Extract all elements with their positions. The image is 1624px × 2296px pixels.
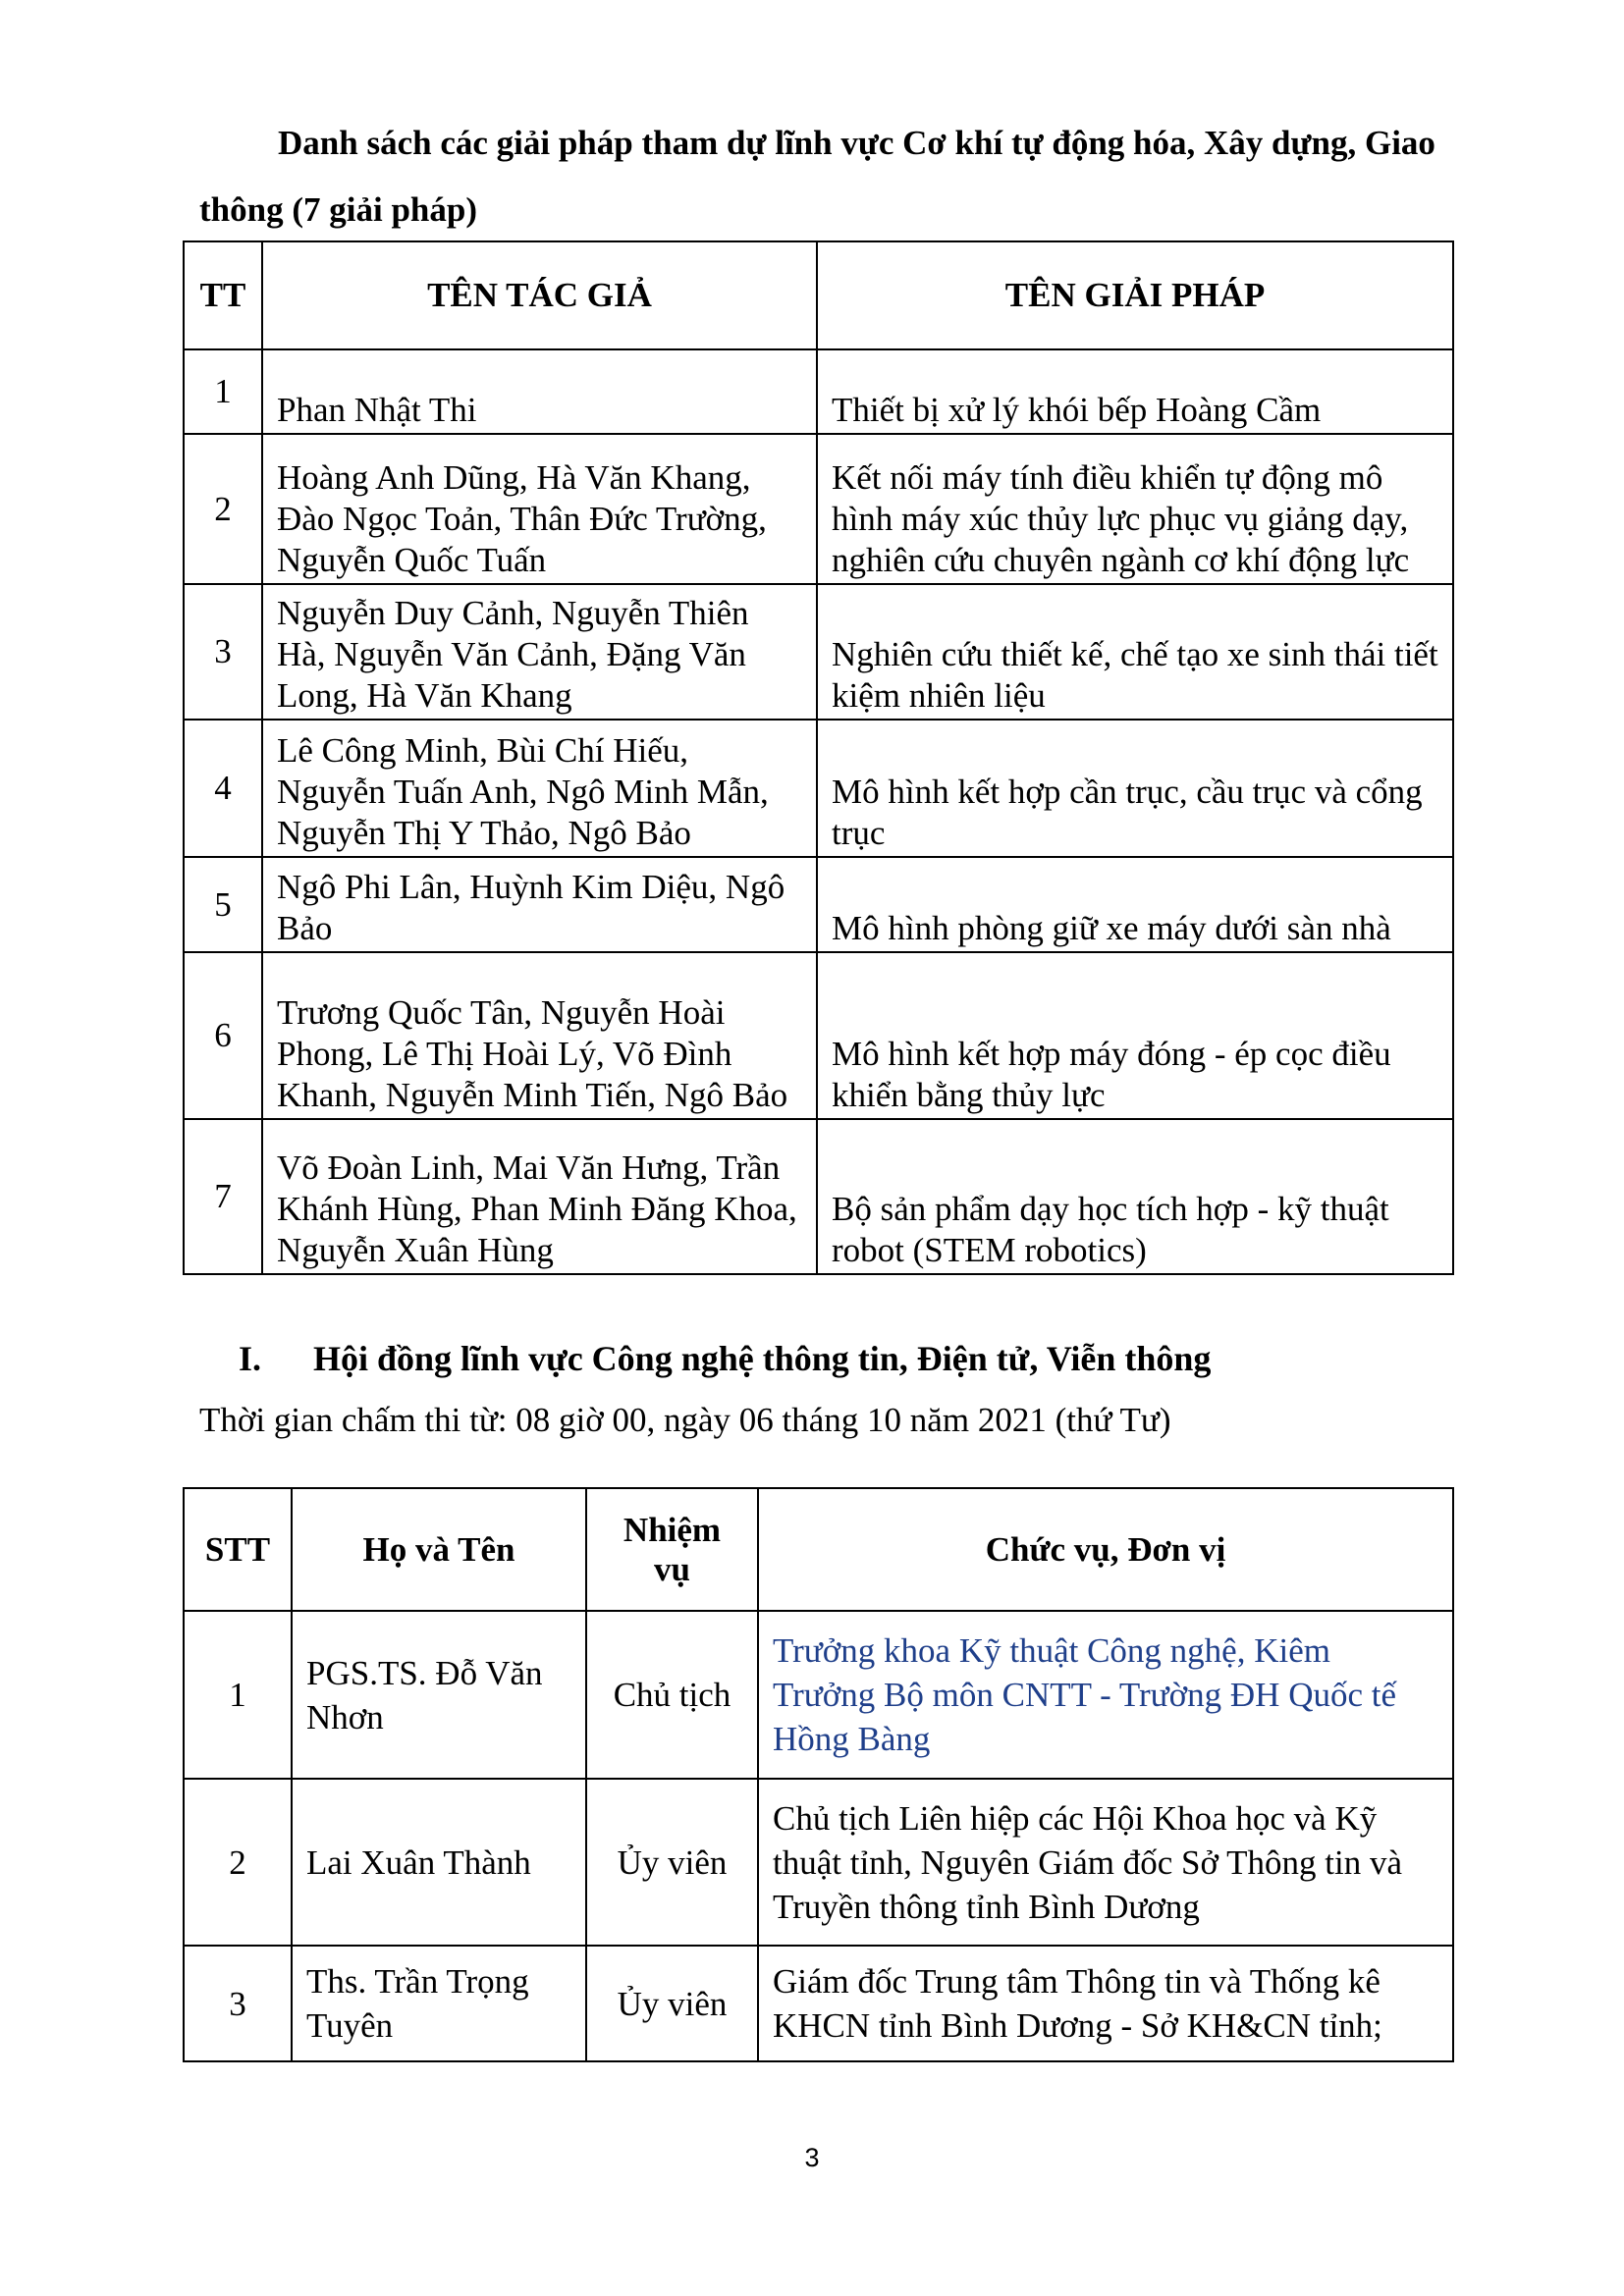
table-row <box>184 857 1453 952</box>
solution-cell: Mô hình kết hợp cần trục, cầu trục và cổng trục <box>817 720 1453 857</box>
section-number: I. <box>239 1339 262 1378</box>
row-number: 5 <box>184 857 262 952</box>
solution-cell: Nghiên cứu thiết kế, chế tạo xe sinh thái tiết kiệm nhiên liệu <box>817 584 1453 720</box>
row-number: 7 <box>184 1119 262 1274</box>
header-stt: STT <box>184 1488 292 1611</box>
member-role: Ủy viên <box>586 1946 758 2061</box>
table-row <box>184 952 1453 1119</box>
author-cell: Phan Nhật Thi <box>262 349 817 434</box>
table-row <box>184 720 1453 857</box>
table-row <box>184 584 1453 720</box>
table-row <box>184 1611 1453 1779</box>
author-cell: Trương Quốc Tân, Nguyễn Hoài Phong, Lê Thị Hoài Lý, Võ Đình Khanh, Nguyễn Minh Tiến, Ngô Bảo <box>262 952 817 1119</box>
row-number: 2 <box>184 434 262 584</box>
row-number: 3 <box>184 584 262 720</box>
table-row <box>184 1946 1453 2061</box>
header-tt: TT <box>184 241 262 349</box>
section-time: Thời gian chấm thi từ: 08 giờ 00, ngày 06 tháng 10 năm 2021 (thứ Tư) <box>199 1401 1171 1439</box>
member-role: Ủy viên <box>586 1779 758 1946</box>
member-name: Ths. Trần Trọng Tuyên <box>292 1946 586 2061</box>
row-number: 1 <box>184 349 262 434</box>
header-name: Họ và Tên <box>292 1488 586 1611</box>
header-role: Nhiệm vụ <box>586 1488 758 1611</box>
row-number: 4 <box>184 720 262 857</box>
solutions-table-header <box>184 241 1453 349</box>
author-cell: Hoàng Anh Dũng, Hà Văn Khang, Đào Ngọc Toản, Thân Đức Trường, Nguyễn Quốc Tuấn <box>262 434 817 584</box>
member-position: Trưởng khoa Kỹ thuật Công nghệ, Kiêm Trưởng Bộ môn CNTT - Trường ĐH Quốc tế Hồng Bàng <box>758 1611 1453 1779</box>
council-table-header <box>184 1488 1453 1611</box>
author-cell: Võ Đoàn Linh, Mai Văn Hưng, Trần Khánh Hùng, Phan Minh Đăng Khoa, Nguyễn Xuân Hùng <box>262 1119 817 1274</box>
page-number: 3 <box>804 2143 820 2172</box>
author-cell: Ngô Phi Lân, Huỳnh Kim Diệu, Ngô Bảo <box>262 857 817 952</box>
member-role: Chủ tịch <box>586 1611 758 1779</box>
header-position: Chức vụ, Đơn vị <box>758 1488 1453 1611</box>
member-position: Giám đốc Trung tâm Thông tin và Thống kê KHCN tỉnh Bình Dương - Sở KH&CN tỉnh; <box>758 1946 1453 2061</box>
solution-cell: Kết nối máy tính điều khiển tự động mô hình máy xúc thủy lực phục vụ giảng dạy, nghiên cứu chuyên ngành cơ khí động lực <box>817 434 1453 584</box>
header-solution: TÊN GIẢI PHÁP <box>817 241 1453 349</box>
solution-cell: Mô hình kết hợp máy đóng - ép cọc điều khiển bằng thủy lực <box>817 952 1453 1119</box>
member-name: Lai Xuân Thành <box>292 1779 586 1946</box>
header-author: TÊN TÁC GIẢ <box>262 241 817 349</box>
section-heading <box>239 1337 1211 1380</box>
solution-cell: Thiết bị xử lý khói bếp Hoàng Cầm <box>817 349 1453 434</box>
table-row <box>184 1779 1453 1946</box>
member-name: PGS.TS. Đỗ Văn Nhơn <box>292 1611 586 1779</box>
council-table <box>183 1487 1454 2062</box>
table-row <box>184 434 1453 584</box>
author-cell: Lê Công Minh, Bùi Chí Hiếu, Nguyễn Tuấn Anh, Ngô Minh Mẫn, Nguyễn Thị Y Thảo, Ngô Bảo <box>262 720 817 857</box>
author-cell: Nguyễn Duy Cảnh, Nguyễn Thiên Hà, Nguyễn Văn Cảnh, Đặng Văn Long, Hà Văn Khang <box>262 584 817 720</box>
row-number: 1 <box>184 1611 292 1779</box>
row-number: 2 <box>184 1779 292 1946</box>
table-row <box>184 349 1453 434</box>
row-number: 3 <box>184 1946 292 2061</box>
intro-heading: Danh sách các giải pháp tham dự lĩnh vực Cơ khí tự động hóa, Xây dựng, Giao thông (7 giải pháp) <box>199 124 1435 229</box>
solution-cell: Mô hình phòng giữ xe máy dưới sàn nhà <box>817 857 1453 952</box>
section-title: Hội đồng lĩnh vực Công nghệ thông tin, Điện tử, Viễn thông <box>313 1339 1212 1378</box>
member-position: Chủ tịch Liên hiệp các Hội Khoa học và Kỹ thuật tỉnh, Nguyên Giám đốc Sở Thông tin và Truyền thông tỉnh Bình Dương <box>758 1779 1453 1946</box>
row-number: 6 <box>184 952 262 1119</box>
solution-cell: Bộ sản phẩm dạy học tích hợp - kỹ thuật robot (STEM robotics) <box>817 1119 1453 1274</box>
table-row <box>184 1119 1453 1274</box>
solutions-table <box>183 240 1454 1275</box>
